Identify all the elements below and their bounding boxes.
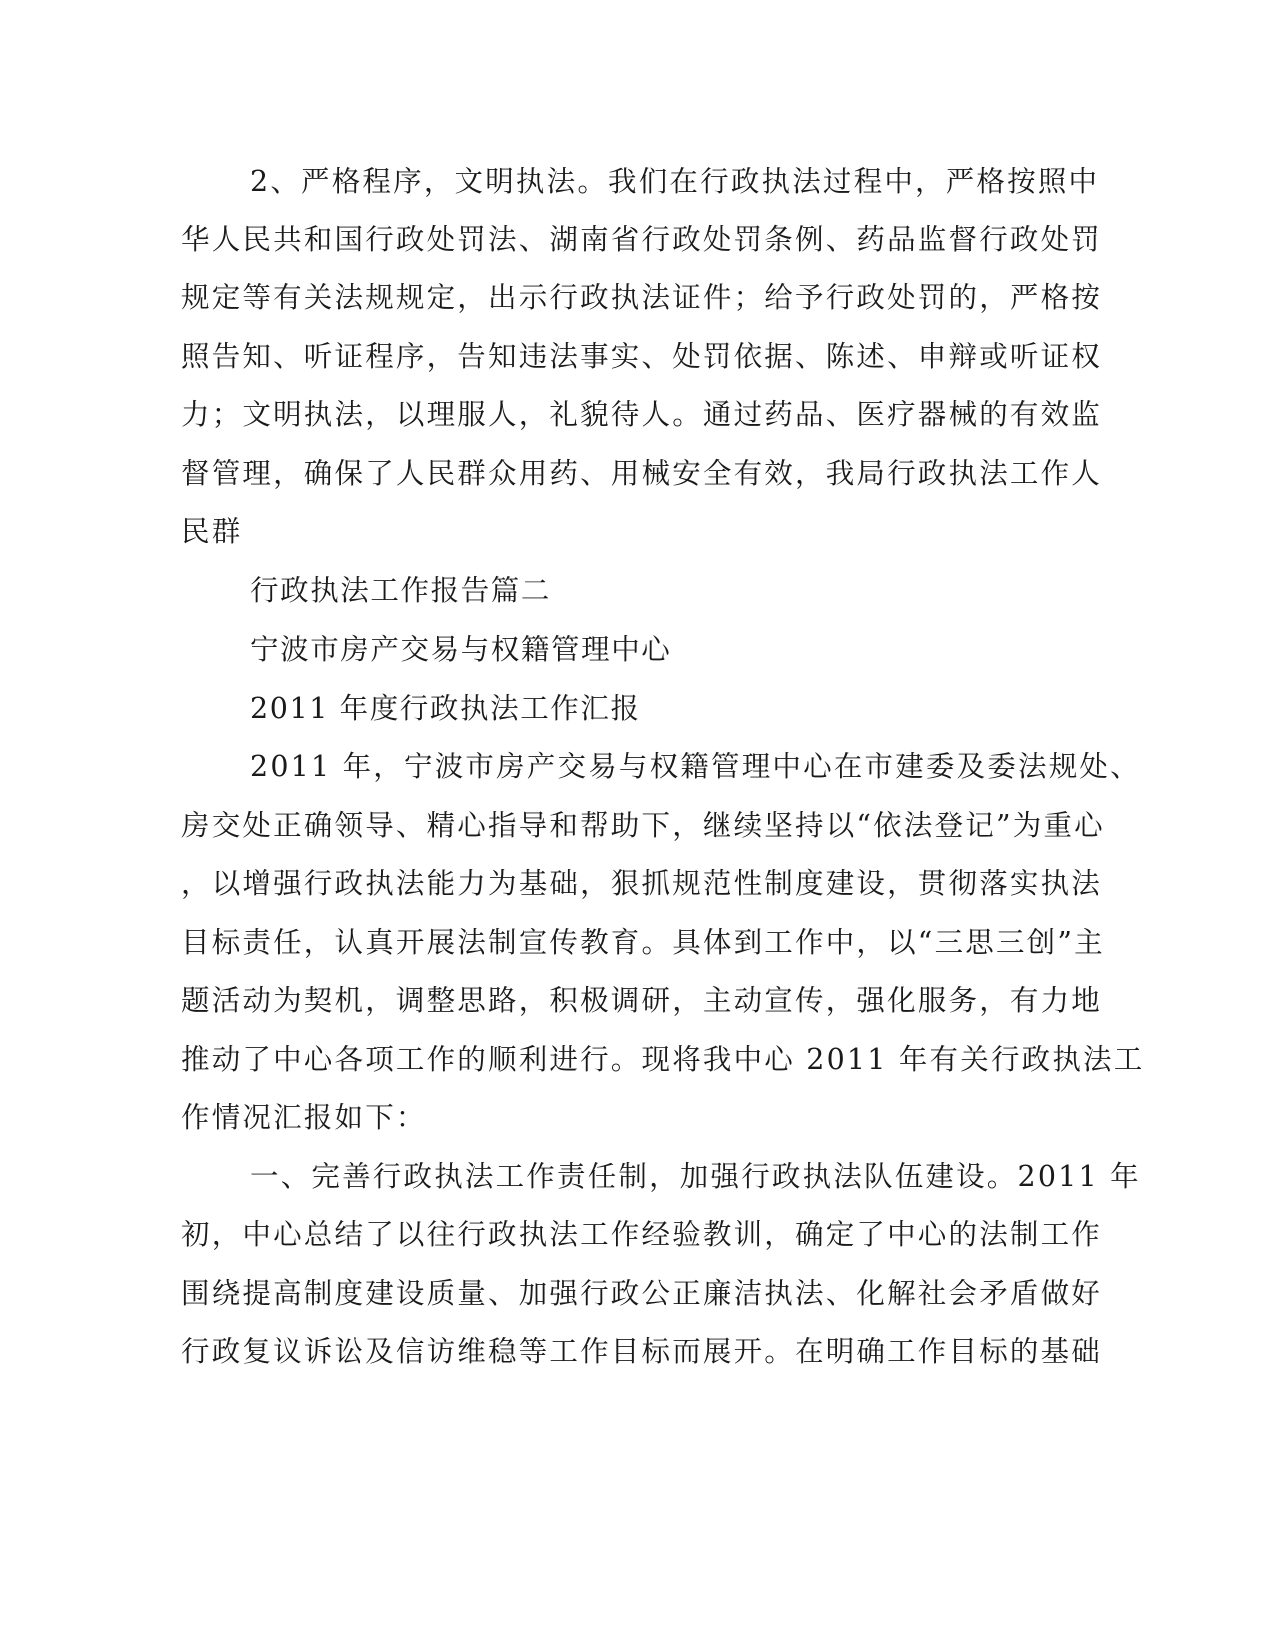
paragraph-line: 作情况汇报如下： (181, 1101, 427, 1134)
paragraph-line: 督管理，确保了人民群众用药、用械安全有效，我局行政执法工作人 (181, 457, 1103, 490)
paragraph-line: ，以增强行政执法能力为基础，狠抓规范性制度建设，贯彻落实执法 (181, 867, 1103, 900)
paragraph-line: 一、完善行政执法工作责任制，加强行政执法队伍建设。2011 年 (250, 1160, 1141, 1193)
paragraph-line: 行政复议诉讼及信访维稳等工作目标而展开。在明确工作目标的基础 (181, 1335, 1103, 1368)
paragraph-line: 房交处正确领导、精心指导和帮助下，继续坚持以“依法登记”为重心 (181, 809, 1105, 842)
paragraph-line: 照告知、听证程序，告知违法事实、处罚依据、陈述、申辩或听证权 (181, 340, 1103, 373)
paragraph-line: 民群 (181, 515, 243, 548)
section-title: 行政执法工作报告篇二 (250, 574, 552, 607)
paragraph-line: 推动了中心各项工作的顺利进行。现将我中心 2011 年有关行政执法工 (181, 1043, 1145, 1076)
paragraph-line: 题活动为契机，调整思路，积极调研，主动宣传，强化服务，有力地 (181, 984, 1103, 1017)
paragraph-line: 力；文明执法，以理服人，礼貌待人。通过药品、医疗器械的有效监 (181, 398, 1103, 431)
paragraph-line: 2、严格程序，文明执法。我们在行政执法过程中，严格按照中 (250, 165, 1100, 198)
report-title: 2011 年度行政执法工作汇报 (250, 692, 641, 725)
paragraph-line: 2011 年，宁波市房产交易与权籍管理中心在市建委及委法规处、 (250, 750, 1141, 783)
paragraph-line: 初，中心总结了以往行政执法工作经验教训，确定了中心的法制工作 (181, 1218, 1103, 1251)
paragraph-line: 规定等有关法规规定，出示行政执法证件；给予行政处罚的，严格按 (181, 281, 1103, 314)
paragraph-line: 华人民共和国行政处罚法、湖南省行政处罚条例、药品监督行政处罚 (181, 223, 1103, 256)
paragraph-line: 围绕提高制度建设质量、加强行政公正廉洁执法、化解社会矛盾做好 (181, 1277, 1103, 1310)
paragraph-line: 目标责任，认真开展法制宣传教育。具体到工作中，以“三思三创”主 (181, 926, 1105, 959)
organization-name: 宁波市房产交易与权籍管理中心 (250, 633, 672, 666)
